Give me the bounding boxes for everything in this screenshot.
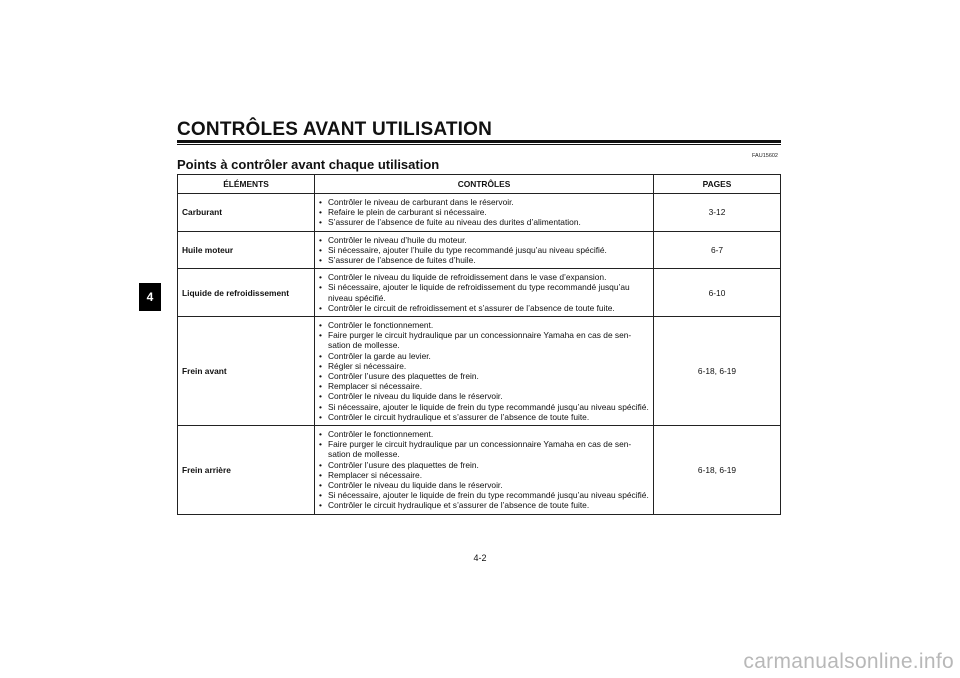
check-item: • Contrôler le circuit de refroidissement et s’assurer de l’absence de toute fuite. <box>319 303 649 313</box>
table-row <box>178 317 781 426</box>
check-item: • Si nécessaire, ajouter le liquide de frein du type recommandé jusqu’au niveau spécifié. <box>319 402 649 412</box>
column-header-items: ÉLÉMENTS <box>178 175 315 194</box>
check-item: • Contrôler l’usure des plaquettes de frein. <box>319 371 649 381</box>
chapter-tab: 4 <box>139 283 161 311</box>
check-item: • Remplacer si nécessaire. <box>319 381 649 391</box>
check-list-cell <box>315 426 654 515</box>
check-list-cell <box>315 194 654 232</box>
check-list-cell <box>315 269 654 317</box>
item-name: Frein avant <box>178 317 315 426</box>
check-item: • Contrôler le niveau du liquide de refroidissement dans le vase d’expansion. <box>319 272 649 282</box>
item-name: Frein arrière <box>178 426 315 515</box>
column-header-checks: CONTRÔLES <box>315 175 654 194</box>
check-list <box>319 272 649 313</box>
title-rule-thin <box>177 144 781 145</box>
table-row <box>178 426 781 515</box>
check-item: • Contrôler le circuit hydraulique et s’assurer de l’absence de toute fuite. <box>319 412 649 422</box>
check-item: • Contrôler le niveau de carburant dans le réservoir. <box>319 197 649 207</box>
table-row <box>178 231 781 269</box>
check-item: • S’assurer de l’absence de fuites d’huile. <box>319 255 649 265</box>
page-ref: 3-12 <box>654 194 781 232</box>
check-item: • Contrôler la garde au levier. <box>319 351 649 361</box>
check-item: • Contrôler le niveau du liquide dans le réservoir. <box>319 480 649 490</box>
table-row <box>178 194 781 232</box>
item-name: Liquide de refroidissement <box>178 269 315 317</box>
check-list <box>319 320 649 422</box>
page-ref: 6-10 <box>654 269 781 317</box>
check-item: • Contrôler le niveau d’huile du moteur. <box>319 235 649 245</box>
page-title: CONTRÔLES AVANT UTILISATION <box>177 119 493 140</box>
page-ref: 6-18, 6-19 <box>654 426 781 515</box>
check-item: • Remplacer si nécessaire. <box>319 470 649 480</box>
check-list-cell <box>315 231 654 269</box>
check-item: • S’assurer de l’absence de fuite au niveau des durites d’alimentation. <box>319 217 649 227</box>
check-item: • Contrôler le fonctionnement. <box>319 320 649 330</box>
section-title: Points à contrôler avant chaque utilisation <box>177 157 440 172</box>
check-item: • Contrôler l’usure des plaquettes de frein. <box>319 460 649 470</box>
check-list <box>319 235 649 266</box>
check-item: • Contrôler le circuit hydraulique et s’assurer de l’absence de toute fuite. <box>319 500 649 510</box>
page-ref: 6-18, 6-19 <box>654 317 781 426</box>
check-list <box>319 197 649 228</box>
check-item: • Faire purger le circuit hydraulique par un concessionnaire Yamaha en cas de sen-sation de mollesse. <box>319 439 649 459</box>
table-row <box>178 269 781 317</box>
column-header-pages: PAGES <box>654 175 781 194</box>
check-item: • Refaire le plein de carburant si nécessaire. <box>319 207 649 217</box>
watermark: carmanualsonline.info <box>743 650 954 673</box>
section-code: FAU15602 <box>752 153 778 159</box>
check-item: • Contrôler le niveau du liquide dans le réservoir. <box>319 391 649 401</box>
title-rule <box>177 140 781 143</box>
check-list-cell <box>315 317 654 426</box>
check-item: • Faire purger le circuit hydraulique par un concessionnaire Yamaha en cas de sen-sation de mollesse. <box>319 330 649 350</box>
check-item: • Régler si nécessaire. <box>319 361 649 371</box>
page-ref: 6-7 <box>654 231 781 269</box>
check-item: • Si nécessaire, ajouter l’huile du type recommandé jusqu’au niveau spécifié. <box>319 245 649 255</box>
item-name: Huile moteur <box>178 231 315 269</box>
check-list <box>319 429 649 511</box>
checks-table <box>177 174 781 515</box>
table-header-row <box>178 175 781 194</box>
page-number: 4-2 <box>473 553 487 563</box>
check-item: • Contrôler le fonctionnement. <box>319 429 649 439</box>
check-item: • Si nécessaire, ajouter le liquide de frein du type recommandé jusqu’au niveau spécifié. <box>319 490 649 500</box>
item-name: Carburant <box>178 194 315 232</box>
check-item: • Si nécessaire, ajouter le liquide de refroidissement du type recommandé jusqu’au niveau spécifié. <box>319 282 649 302</box>
